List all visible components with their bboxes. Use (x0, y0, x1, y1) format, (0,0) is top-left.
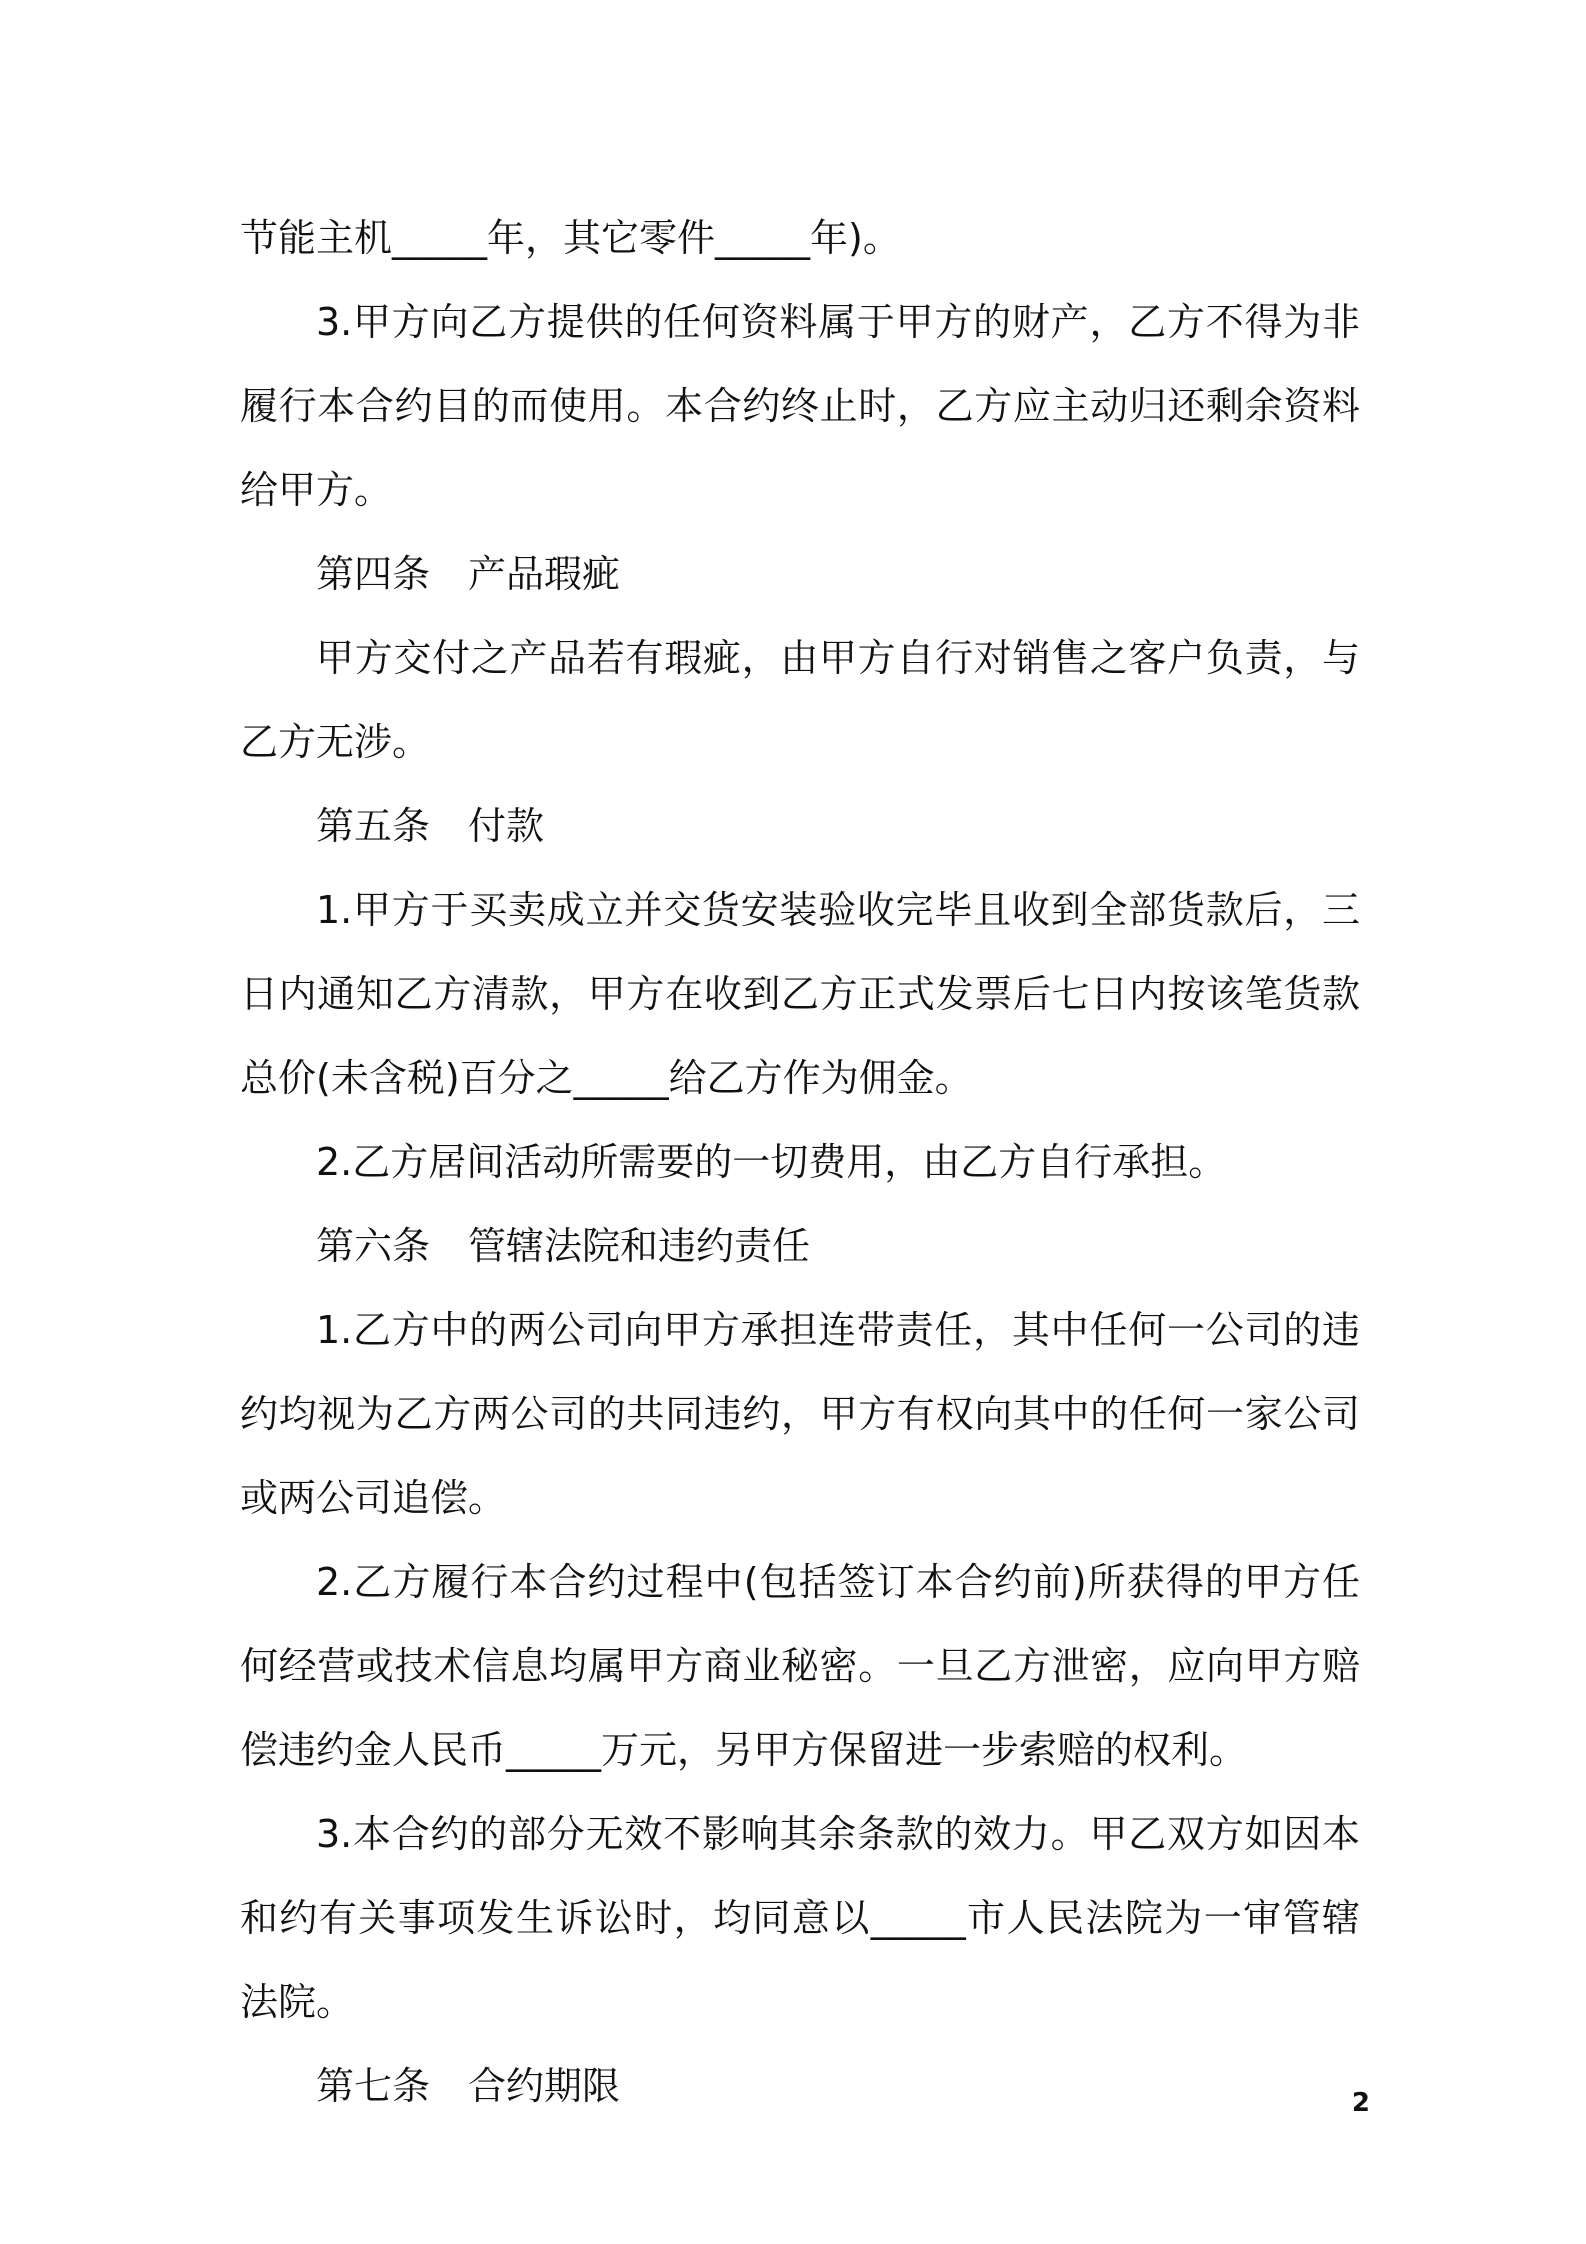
paragraph-payment-commission: 1.甲方于买卖成立并交货安装验收完毕且收到全部货款后，三日内通知乙方清款，甲方在收到乙方正式发票后七日内按该笔货款总价(未含税)百分之_____给乙方作为佣金。 (240, 888, 1360, 1100)
paragraph-joint-liability: 1.乙方中的两公司向甲方承担连带责任，其中任何一公司的违约均视为乙方两公司的共同违约，甲方有权向其中的任何一家公司或两公司追偿。 (240, 1308, 1360, 1520)
paragraph-payment-expenses: 2.乙方居间活动所需要的一切费用，由乙方自行承担。 (316, 1140, 1227, 1184)
paragraph-trade-secrets: 2.乙方履行本合约过程中(包括签订本合约前)所获得的甲方任何经营或技术信息均属甲方商业秘密。一旦乙方泄密，应向甲方赔偿违约金人民币_____万元，另甲方保留进一步索赔的权利。 (240, 1560, 1360, 1772)
paragraph-jurisdiction: 3.本合约的部分无效不影响其余条款的效力。甲乙双方如因本和约有关事项发生诉讼时，均同意以_____市人民法院为一审管辖法院。 (240, 1812, 1360, 2024)
paragraph-materials-ownership: 3.甲方向乙方提供的任何资料属于甲方的财产，乙方不得为非履行本合约目的而使用。本合约终止时，乙方应主动归还剩余资料给甲方。 (240, 300, 1360, 512)
article-6-heading: 第六条 管辖法院和违约责任 (316, 1224, 811, 1268)
paragraph-warranty-continued: 节能主机_____年，其它零件_____年)。 (240, 216, 901, 260)
article-5-heading: 第五条 付款 (316, 804, 545, 848)
article-7-heading: 第七条 合约期限 (316, 2064, 621, 2108)
article-4-heading: 第四条 产品瑕疵 (316, 552, 621, 596)
paragraph-product-defects: 甲方交付之产品若有瑕疵，由甲方自行对销售之客户负责，与乙方无涉。 (240, 636, 1360, 764)
document-body (240, 196, 1360, 2128)
page-number: 2 (1351, 2088, 1370, 2118)
